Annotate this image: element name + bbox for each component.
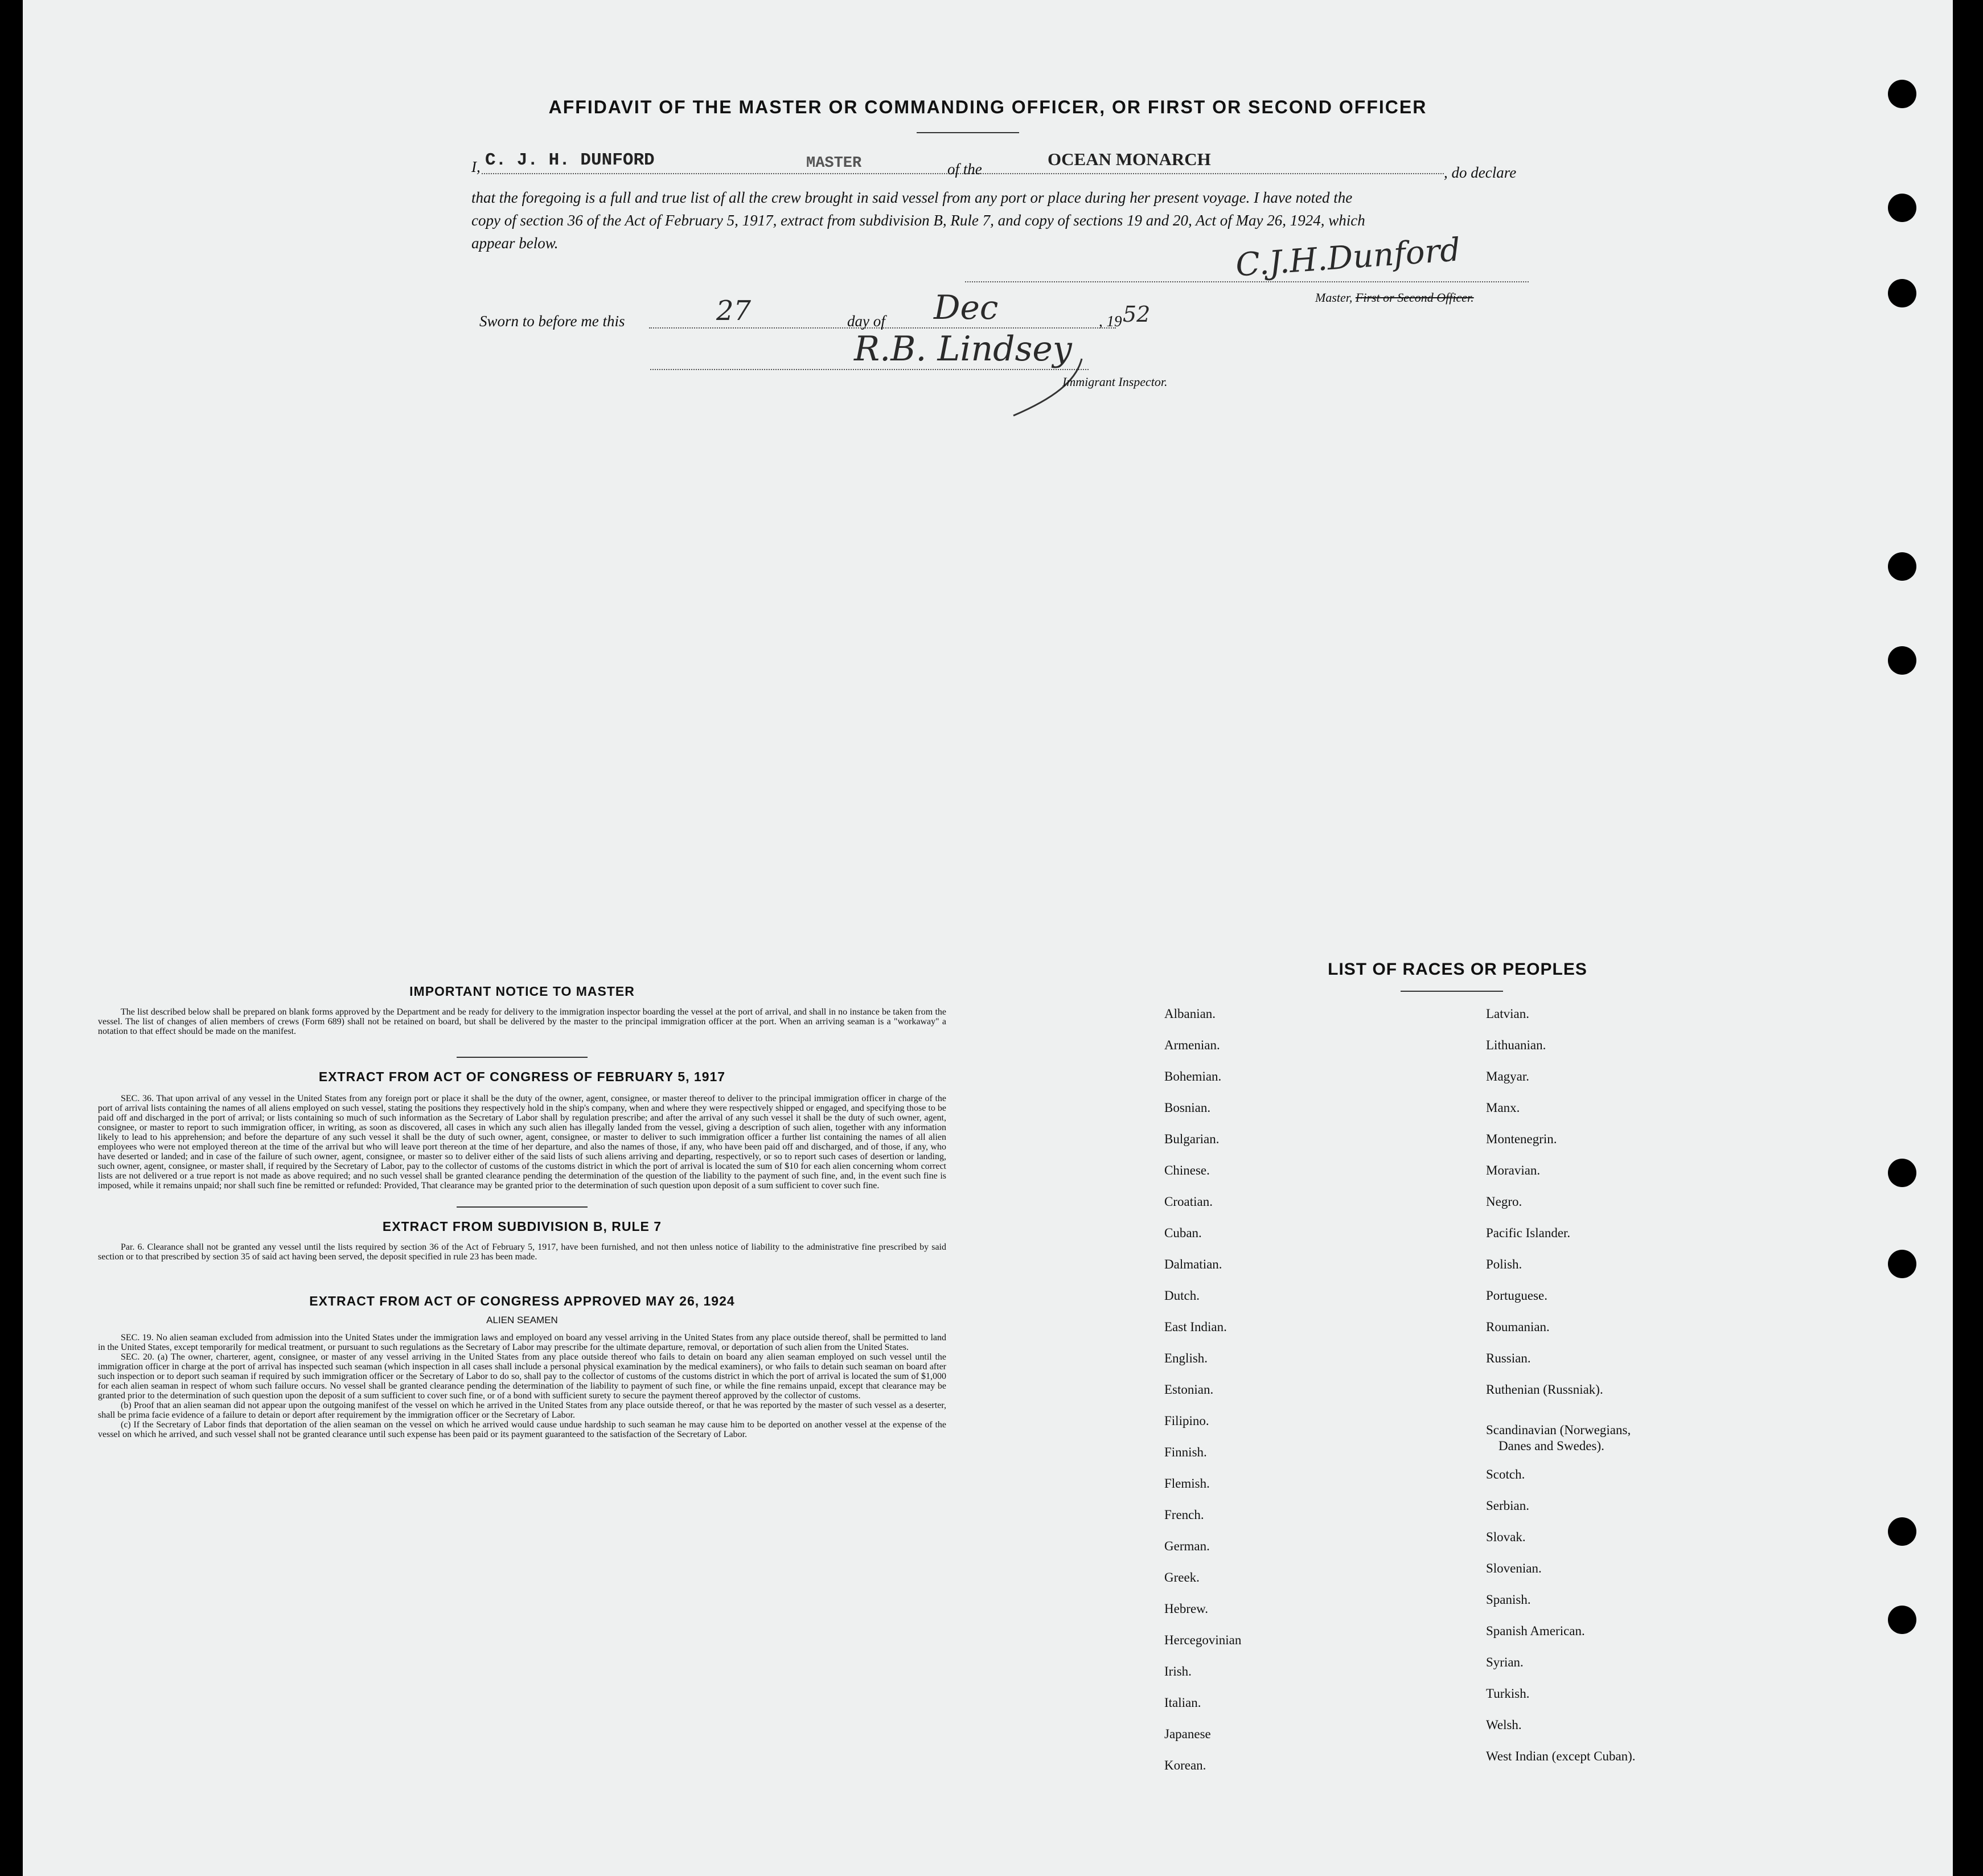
- caption-master: Master,: [1315, 290, 1353, 305]
- alien-seamen-subtitle: ALIEN SEAMEN: [486, 1315, 558, 1325]
- sec-20c-paragraph: (c) If the Secretary of Labor finds that deportation of the alien seaman on the vessel on which he arrived would cause undue hardship to such seaman he may cause him to be deported on another vessel at the expense of the vessel on which he arrived, and such vessel shall not be granted clearance until such expense has been paid or its payment guaranteed to the satisfaction of the Secretary of Labor.: [98, 1420, 946, 1439]
- inspector-caption: Immigrant Inspector.: [1062, 375, 1168, 389]
- race-item: English.: [1164, 1351, 1208, 1365]
- race-item: Manx.: [1486, 1101, 1520, 1115]
- race-item: West Indian (except Cuban).: [1486, 1749, 1636, 1763]
- race-item: Moravian.: [1486, 1163, 1541, 1177]
- race-item: Korean.: [1164, 1758, 1206, 1772]
- race-item: Croatian.: [1164, 1194, 1213, 1209]
- binder-hole: [1888, 194, 1916, 222]
- race-item: Irish.: [1164, 1664, 1192, 1678]
- master-name: C. J. H. DUNFORD: [485, 150, 655, 170]
- of-the-label: of the: [947, 161, 982, 178]
- day-of-label: day of: [847, 313, 885, 330]
- race-item: Hercegovinian: [1164, 1633, 1242, 1647]
- sec-36-paragraph: SEC. 36. That upon arrival of any vessel in the United States from any foreign port or place it shall be the duty of the owner, agent, consignee, or master thereof to deliver to the principal immigration officer in charge of the port of arrival lists containing the names of all aliens employed on such vessel, stating the positions they respectively hold in the ship's company, when and where they were respectively shipped or engaged, and specifying those to be paid off and discharged in the port of arrival; or lists containing so much of such information as the Secretary of Labor shall by regulation prescribe; and after the arrival of any such vessel it shall be the duty of such owner, agent, consignee, or master to report to such immigration officer, in writing, as soon as discovered, all cases in which any such alien has illegally landed from the vessel, giving a description of such alien, together with any information likely to lead to his apprehension; and before the departure of any such vessel it shall be the duty of such owner, agent, consignee, or master to deliver to such immigration officer a further list containing the names of all alien employees who were not employed thereon at the time of the arrival but who will leave port thereon at the time of her departure, and also the names of those, if any, who have been paid off and discharged, and of those, if any, who have deserted or landed; and in case of the failure of such owner, agent, consignee, or master so to deliver either of the said lists of such aliens arriving and departing, respectively, or so to report such cases of desertion or landing, such owner, agent, consignee, or master shall, if required by the Secretary of Labor, pay to the collector of customs of the customs district in which the port of arrival is located the sum of $10 for each alien concerning whom correct lists are not delivered or a true report is not made as above required; and no such vessel shall be granted clearance pending the determination of the question of the liability to the payment of such fine, and, in the event such fine is imposed, while it remains unpaid; nor shall such fine be remitted or refunded: Provided, That clearance may be granted prior to the determination of such question upon deposit of a sum sufficient to cover such fine.: [98, 1094, 946, 1191]
- extract-1917-text: [98, 1094, 946, 1191]
- inspector-signature: R.B. Lindsey: [854, 329, 1072, 369]
- binder-hole: [1888, 1159, 1916, 1187]
- race-item: Slovenian.: [1486, 1561, 1542, 1575]
- declaration-line-2: that the foregoing is a full and true list of all the crew brought in said vessel from any port or place during her present voyage. I have noted the: [471, 189, 1353, 206]
- races-divider: [1401, 991, 1503, 992]
- declaration-line-3: copy of section 36 of the Act of February 5, 1917, extract from subdivision B, Rule 7, and copy of sections 19 and 20, Act of May 26, 1924, which: [471, 212, 1365, 229]
- master-caption: [1315, 286, 1474, 310]
- race-item: Scandinavian (Norwegians,: [1486, 1423, 1631, 1437]
- extract-1924-title: EXTRACT FROM ACT OF CONGRESS APPROVED MAY 26, 1924: [309, 1294, 735, 1308]
- sec-19-paragraph: SEC. 19. No alien seaman excluded from admission into the United States under the immigration laws and employed on board any vessel arriving in the United States from any place outside thereof, shall be permitted to land in the United States, except temporarily for medical treatment, or pursuant to such regulations as the Secretary of Labor may prescribe for the ultimate departure, removal, or deportation of such alien from the United States.: [98, 1333, 946, 1352]
- sworn-month: Dec: [934, 288, 999, 327]
- race-item: Portuguese.: [1486, 1288, 1547, 1303]
- race-item: Armenian.: [1164, 1038, 1220, 1052]
- do-declare-label: , do declare: [1444, 164, 1517, 181]
- year-prefix: , 19: [1099, 313, 1122, 330]
- binder-hole: [1888, 1517, 1916, 1546]
- race-item: Montenegrin.: [1486, 1132, 1557, 1146]
- binder-hole: [1888, 1250, 1916, 1278]
- race-item: Spanish.: [1486, 1592, 1531, 1607]
- race-item: Flemish.: [1164, 1476, 1210, 1491]
- race-item: Cuban.: [1164, 1226, 1202, 1240]
- race-item: Syrian.: [1486, 1655, 1524, 1669]
- rule-7-title: EXTRACT FROM SUBDIVISION B, RULE 7: [382, 1219, 662, 1234]
- race-item: Lithuanian.: [1486, 1038, 1546, 1052]
- caption-struck-officer: First or Second Officer.: [1355, 290, 1474, 305]
- race-item: Filipino.: [1164, 1414, 1209, 1428]
- race-item: Dalmatian.: [1164, 1257, 1222, 1271]
- race-item: Negro.: [1486, 1194, 1522, 1209]
- par-6-paragraph: Par. 6. Clearance shall not be granted any vessel until the lists required by section 36 of the Act of February 5, 1917, have been furnished, and not then unless notice of liability to the administrative fine prescribed by said section or to that prescribed by section 35 of said act having been served, the deposit specified in rule 23 has been made.: [98, 1242, 946, 1262]
- rule-7-text: [98, 1242, 946, 1262]
- affidavit-title: AFFIDAVIT OF THE MASTER OR COMMANDING OFFICER, OR FIRST OR SECOND OFFICER: [548, 97, 1427, 117]
- title-divider: [917, 132, 1019, 133]
- race-item: Bosnian.: [1164, 1101, 1211, 1115]
- sworn-year: 52: [1123, 302, 1151, 327]
- declaration-prefix: I,: [471, 158, 481, 175]
- race-item: Serbian.: [1486, 1499, 1530, 1513]
- race-item: Roumanian.: [1486, 1320, 1550, 1334]
- extract-1917-divider: [457, 1206, 588, 1208]
- race-item: Greek.: [1164, 1570, 1200, 1584]
- race-item: Slovak.: [1486, 1530, 1526, 1544]
- race-item: Scotch.: [1486, 1467, 1525, 1481]
- race-item: Chinese.: [1164, 1163, 1210, 1177]
- sworn-day: 27: [716, 295, 752, 327]
- race-item: Finnish.: [1164, 1445, 1207, 1459]
- races-left-column: [1164, 1005, 1241, 1788]
- document-page: [23, 0, 1953, 1876]
- binder-hole: [1888, 552, 1916, 581]
- race-item: French.: [1164, 1508, 1204, 1522]
- binder-hole: [1888, 279, 1916, 307]
- extract-1917-title: EXTRACT FROM ACT OF CONGRESS OF FEBRUARY 5, 1917: [318, 1069, 726, 1084]
- sworn-label: Sworn to before me this: [479, 313, 625, 330]
- race-item: Hebrew.: [1164, 1602, 1209, 1616]
- sec-20a-paragraph: SEC. 20. (a) The owner, charterer, agent, consignee, or master of any vessel arriving in the United States from any place outside thereof who fails to detain on board any alien seaman employed on such vessel until the immigration officer in charge at the port of arrival has inspected such seaman (which inspection in all cases shall include a personal physical examination by the medical examiners), or who fails to detain such seaman on board after such inspection or to deport such seaman if required by such immigration officer or the Secretary of Labor to do so, shall pay to the collector of customs of the customs district in which the port of arrival is located the sum of $1,000 for each alien seaman in respect of whom such failure occurs. No vessel shall be granted clearance pending the determination of the liability to payment of such fine, or while the fine remains unpaid, except that clearance may be granted prior to the determination of such question upon the deposit of a sum sufficient to cover such fine, or of a bond with sufficient surety to secure the payment thereof approved by the collector of customs.: [98, 1352, 946, 1401]
- race-item: Albanian.: [1164, 1007, 1216, 1021]
- race-item: Danes and Swedes).: [1498, 1439, 1604, 1453]
- race-item: Spanish American.: [1486, 1624, 1585, 1638]
- race-item: Russian.: [1486, 1351, 1531, 1365]
- notice-paragraph: The list described below shall be prepared on blank forms approved by the Department and be ready for delivery to the immigration inspector boarding the vessel at the port of arrival, and shall in no instance be taken from the vessel. The list of changes of alien members of crews (Form 689) shall not be retained on board, but shall be delivered by the master to the principal immigration officer at the port. When an arriving seaman is a "workaway" a notation to that effect should be made on the manifest.: [98, 1007, 946, 1036]
- race-item: Bulgarian.: [1164, 1132, 1220, 1146]
- race-item: Japanese: [1164, 1727, 1211, 1741]
- master-signature: C.J.H.Dunford: [1234, 231, 1462, 284]
- race-item: Magyar.: [1486, 1069, 1530, 1083]
- vessel-name: OCEAN MONARCH: [1048, 149, 1211, 169]
- race-item: Turkish.: [1486, 1686, 1530, 1701]
- race-item: Polish.: [1486, 1257, 1522, 1271]
- race-item: Bohemian.: [1164, 1069, 1222, 1083]
- notice-title: IMPORTANT NOTICE TO MASTER: [409, 984, 635, 999]
- race-item: Dutch.: [1164, 1288, 1200, 1303]
- notice-text: [98, 1007, 946, 1036]
- notice-column: [98, 984, 946, 1439]
- race-item: Latvian.: [1486, 1007, 1529, 1021]
- declaration-line-4: appear below.: [471, 235, 559, 252]
- race-item: Pacific Islander.: [1486, 1226, 1571, 1240]
- race-item: Welsh.: [1486, 1718, 1522, 1732]
- binder-hole: [1888, 80, 1916, 108]
- races-right-column: [1486, 1005, 1636, 1779]
- extract-1924-text: [98, 1333, 946, 1439]
- binder-hole: [1888, 646, 1916, 675]
- race-item: German.: [1164, 1539, 1210, 1553]
- notice-divider: [457, 1057, 588, 1058]
- race-item: Ruthenian (Russniak).: [1486, 1382, 1603, 1397]
- binder-hole: [1888, 1606, 1916, 1634]
- races-title: LIST OF RACES OR PEOPLES: [1328, 960, 1587, 979]
- race-item: Estonian.: [1164, 1382, 1214, 1397]
- race-item: Italian.: [1164, 1696, 1201, 1710]
- master-rank: MASTER: [806, 155, 862, 172]
- race-item: East Indian.: [1164, 1320, 1227, 1334]
- sec-20b-paragraph: (b) Proof that an alien seaman did not appear upon the outgoing manifest of the vessel on which he arrived in the United States from any place outside thereof, or that he was reported by the master of such vessel as a deserter, shall be prima facie evidence of a failure to detain or deport after requirement by the immigration officer or the Secretary of Labor.: [98, 1401, 946, 1420]
